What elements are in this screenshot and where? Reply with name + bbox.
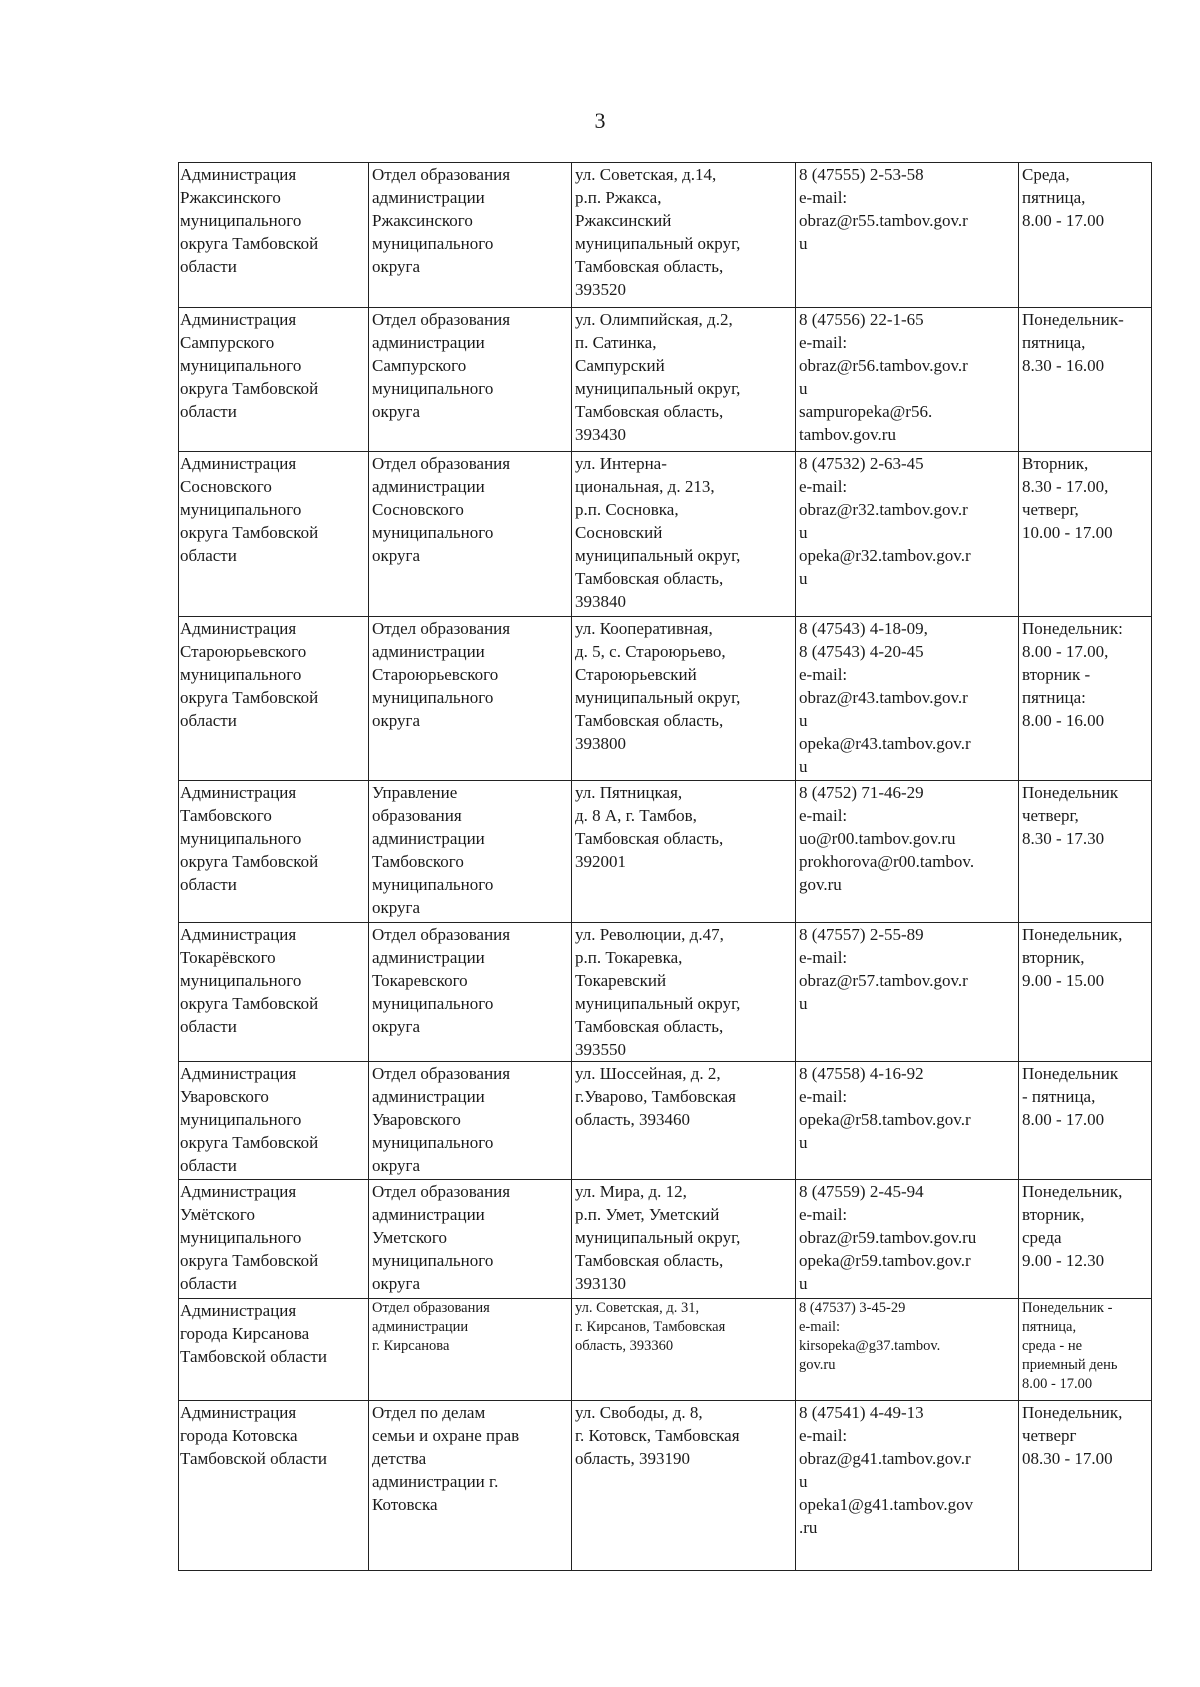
contacts-cell: 8 (4752) 71-46-29 e-mail: uo@r00.tambov.gov.ru prokhorova@r00.tambov. gov.ru: [796, 781, 1019, 923]
hours-cell: Понедельник: 8.00 - 17.00, вторник - пятница: 8.00 - 16.00: [1019, 617, 1152, 781]
administration-cell: Администрация города Котовска Тамбовской области: [179, 1401, 369, 1571]
table-row: [179, 163, 1152, 308]
department-cell: Отдел образования администрации Староюрьевского муниципального округа: [369, 617, 572, 781]
offices-table: [178, 162, 1152, 1571]
department-cell: Отдел образования администрации Токаревского муниципального округа: [369, 923, 572, 1062]
address-cell: ул. Мира, д. 12, р.п. Умет, Уметский муниципальный округ, Тамбовская область, 393130: [572, 1180, 796, 1299]
table-row: [179, 781, 1152, 923]
contacts-cell: 8 (47532) 2-63-45 e-mail: obraz@r32.tambov.gov.r u opeka@r32.tambov.gov.r u: [796, 452, 1019, 617]
page-number: 3: [594, 108, 606, 133]
contacts-cell: 8 (47559) 2-45-94 e-mail: obraz@r59.tambov.gov.ru opeka@r59.tambov.gov.r u: [796, 1180, 1019, 1299]
administration-cell: Администрация Староюрьевского муниципального округа Тамбовской области: [179, 617, 369, 781]
address-cell: ул. Свободы, д. 8, г. Котовск, Тамбовская область, 393190: [572, 1401, 796, 1571]
administration-cell: Администрация Токарёвского муниципального округа Тамбовской области: [179, 923, 369, 1062]
hours-cell: Понедельник четверг, 8.30 - 17.30: [1019, 781, 1152, 923]
table-row: [179, 1299, 1152, 1401]
department-cell: Управление образования администрации Тамбовского муниципального округа: [369, 781, 572, 923]
hours-cell: Вторник, 8.30 - 17.00, четверг, 10.00 - 17.00: [1019, 452, 1152, 617]
table-row: [179, 923, 1152, 1062]
hours-cell: Понедельник, четверг 08.30 - 17.00: [1019, 1401, 1152, 1571]
table-row: [179, 308, 1152, 452]
contacts-cell: 8 (47543) 4-18-09, 8 (47543) 4-20-45 e-mail: obraz@r43.tambov.gov.r u opeka@r43.tambov.gov.r u: [796, 617, 1019, 781]
table-row: [179, 1062, 1152, 1180]
contacts-cell: 8 (47557) 2-55-89 e-mail: obraz@r57.tambov.gov.r u: [796, 923, 1019, 1062]
table-row: [179, 452, 1152, 617]
department-cell: Отдел образования администрации г. Кирсанова: [369, 1299, 572, 1401]
administration-cell: Администрация Ржаксинского муниципального округа Тамбовской области: [179, 163, 369, 308]
hours-cell: Понедельник - пятница, 8.00 - 17.00: [1019, 1062, 1152, 1180]
address-cell: ул. Шоссейная, д. 2, г.Уварово, Тамбовская область, 393460: [572, 1062, 796, 1180]
hours-cell: Среда, пятница, 8.00 - 17.00: [1019, 163, 1152, 308]
address-cell: ул. Интерна- циональная, д. 213, р.п. Сосновка, Сосновский муниципальный округ, Тамбовская область, 393840: [572, 452, 796, 617]
contacts-cell: 8 (47558) 4-16-92 e-mail: opeka@r58.tambov.gov.r u: [796, 1062, 1019, 1180]
department-cell: Отдел образования администрации Уваровского муниципального округа: [369, 1062, 572, 1180]
address-cell: ул. Олимпийская, д.2, п. Сатинка, Сампурский муниципальный округ, Тамбовская область, 393430: [572, 308, 796, 452]
table-row: [179, 1401, 1152, 1571]
address-cell: ул. Кооперативная, д. 5, с. Староюрьево, Староюрьевский муниципальный округ, Тамбовская область, 393800: [572, 617, 796, 781]
contacts-cell: 8 (47541) 4-49-13 e-mail: obraz@g41.tambov.gov.r u opeka1@g41.tambov.gov .ru: [796, 1401, 1019, 1571]
contacts-cell: 8 (47537) 3-45-29 e-mail: kirsopeka@g37.tambov. gov.ru: [796, 1299, 1019, 1401]
address-cell: ул. Пятницкая, д. 8 А, г. Тамбов, Тамбовская область, 392001: [572, 781, 796, 923]
administration-cell: Администрация города Кирсанова Тамбовской области: [179, 1299, 369, 1401]
department-cell: Отдел образования администрации Ржаксинского муниципального округа: [369, 163, 572, 308]
contacts-cell: 8 (47555) 2-53-58 e-mail: obraz@r55.tambov.gov.r u: [796, 163, 1019, 308]
contacts-cell: 8 (47556) 22-1-65 e-mail: obraz@r56.tambov.gov.r u sampuropeka@r56. tambov.gov.ru: [796, 308, 1019, 452]
address-cell: ул. Советская, д. 31, г. Кирсанов, Тамбовская область, 393360: [572, 1299, 796, 1401]
hours-cell: Понедельник, вторник, 9.00 - 15.00: [1019, 923, 1152, 1062]
hours-cell: Понедельник - пятница, среда - не приемный день 8.00 - 17.00: [1019, 1299, 1152, 1401]
department-cell: Отдел образования администрации Сосновского муниципального округа: [369, 452, 572, 617]
table-row: [179, 617, 1152, 781]
table-row: [179, 1180, 1152, 1299]
department-cell: Отдел по делам семьи и охране прав детства администрации г. Котовска: [369, 1401, 572, 1571]
administration-cell: Администрация Тамбовского муниципального округа Тамбовской области: [179, 781, 369, 923]
address-cell: ул. Советская, д.14, р.п. Ржакса, Ржаксинский муниципальный округ, Тамбовская область, 393520: [572, 163, 796, 308]
administration-cell: Администрация Умётского муниципального округа Тамбовской области: [179, 1180, 369, 1299]
address-cell: ул. Революции, д.47, р.п. Токаревка, Токаревский муниципальный округ, Тамбовская область, 393550: [572, 923, 796, 1062]
department-cell: Отдел образования администрации Уметского муниципального округа: [369, 1180, 572, 1299]
hours-cell: Понедельник, вторник, среда 9.00 - 12.30: [1019, 1180, 1152, 1299]
administration-cell: Администрация Уваровского муниципального округа Тамбовской области: [179, 1062, 369, 1180]
administration-cell: Администрация Сампурского муниципального округа Тамбовской области: [179, 308, 369, 452]
department-cell: Отдел образования администрации Сампурского муниципального округа: [369, 308, 572, 452]
hours-cell: Понедельник- пятница, 8.30 - 16.00: [1019, 308, 1152, 452]
administration-cell: Администрация Сосновского муниципального округа Тамбовской области: [179, 452, 369, 617]
